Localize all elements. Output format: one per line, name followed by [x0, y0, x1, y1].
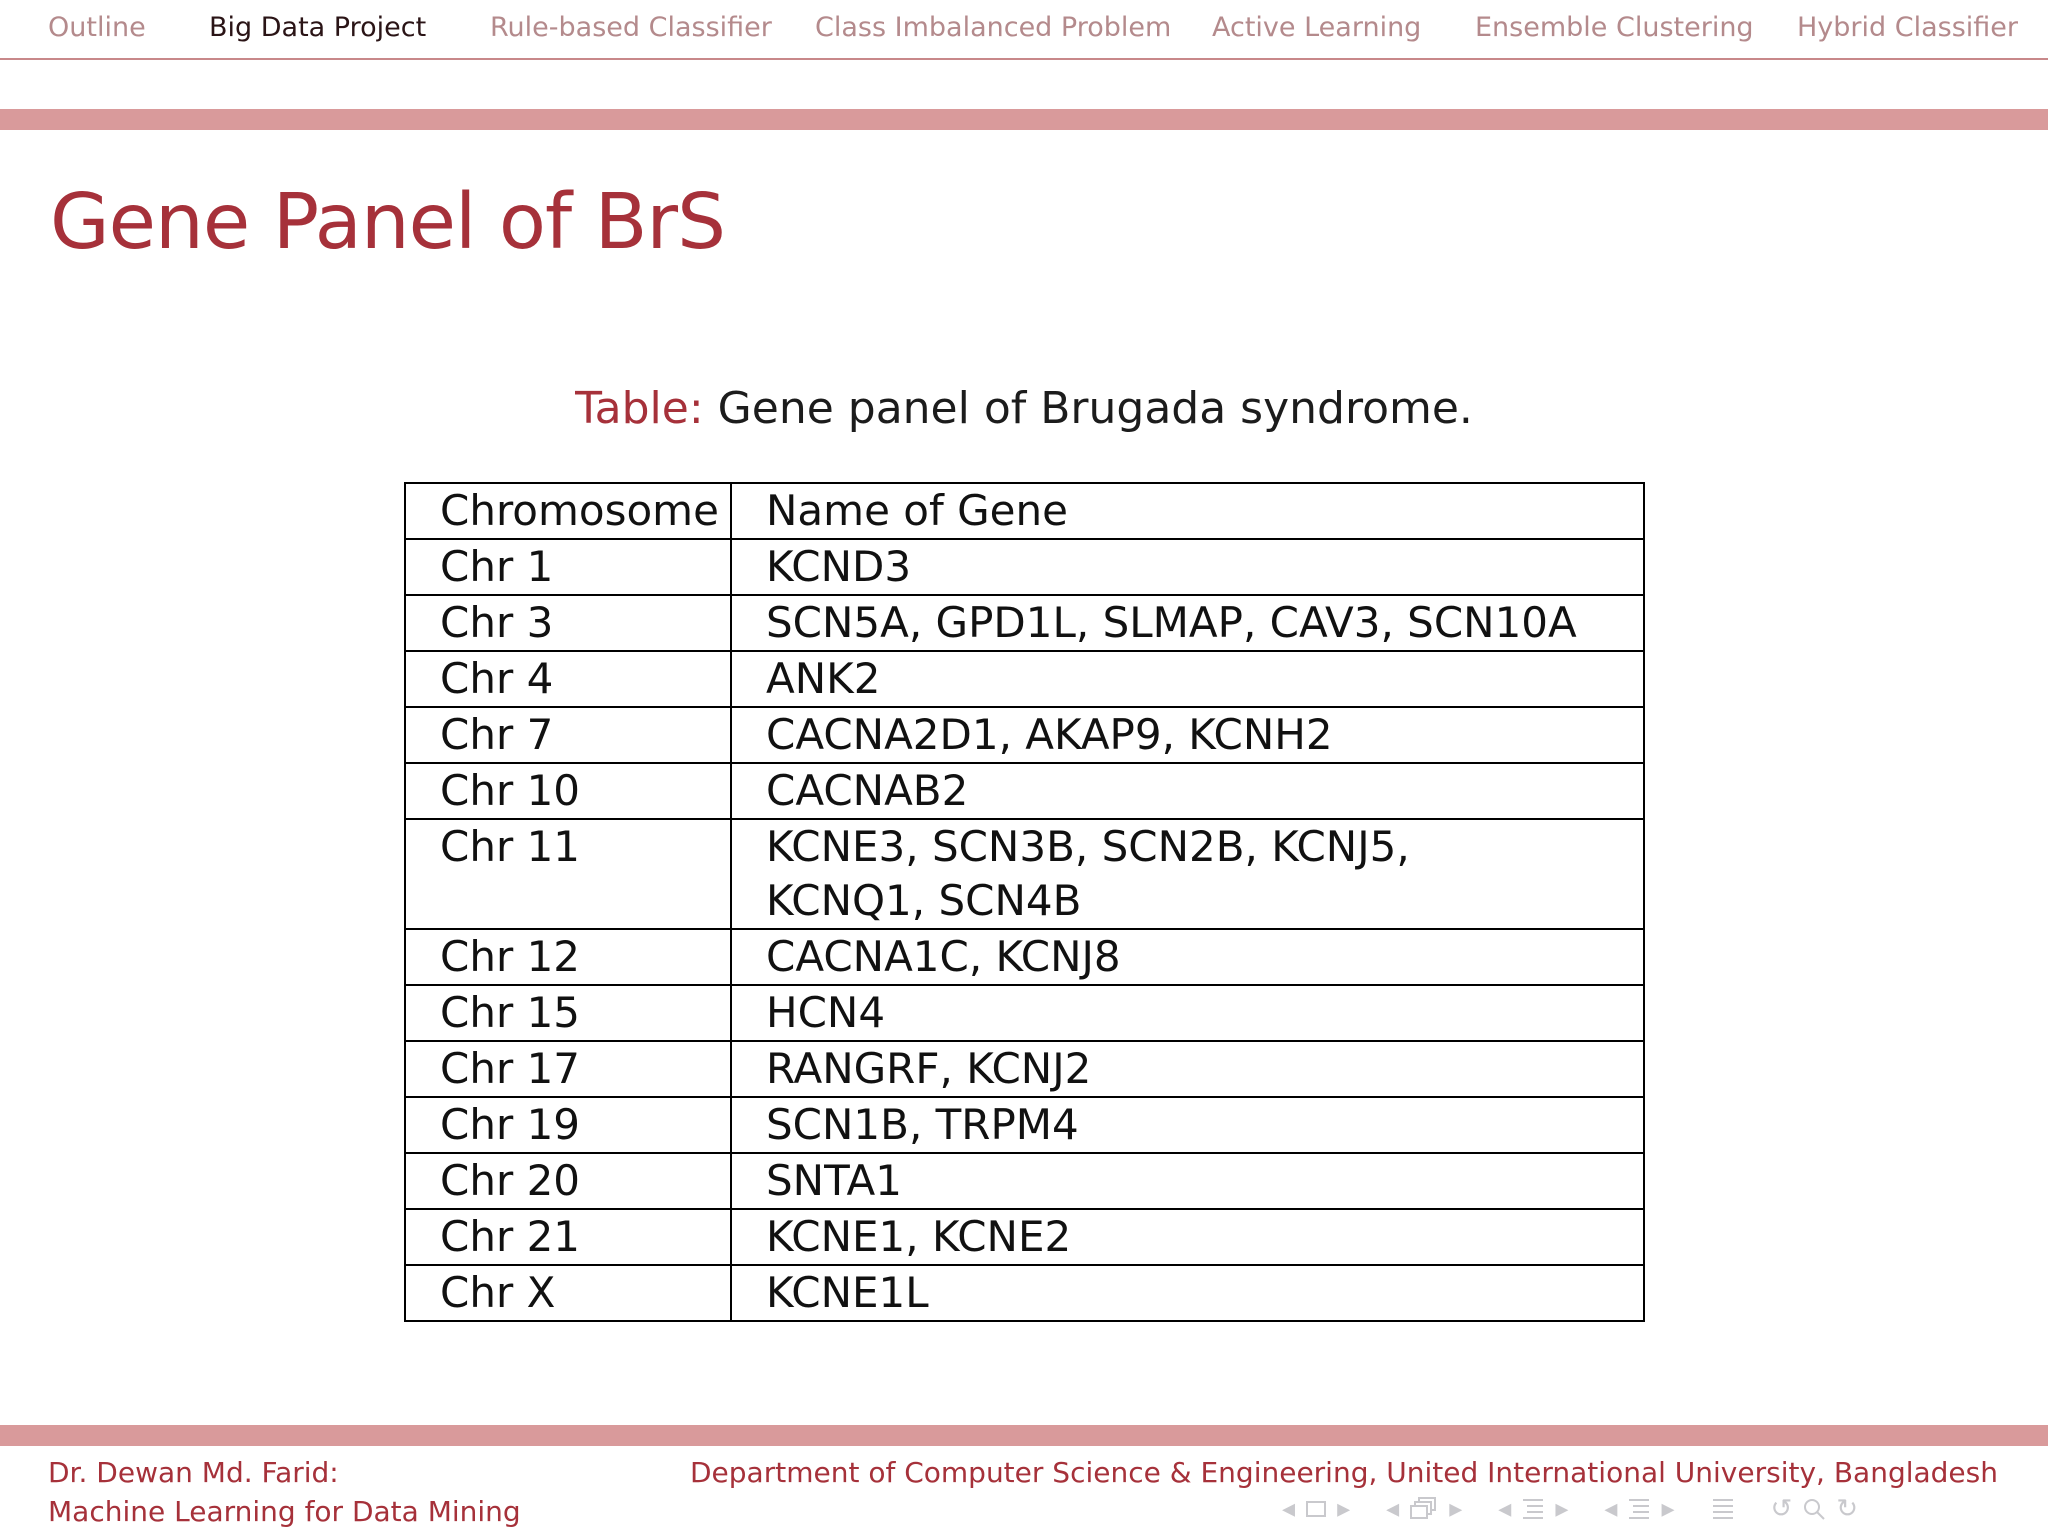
- chromosome-cell: Chr 10: [405, 763, 731, 819]
- gene-cell: KCNE1L: [731, 1265, 1644, 1321]
- chromosome-cell: Chr X: [405, 1265, 731, 1321]
- chromosome-cell: Chr 12: [405, 929, 731, 985]
- section-next-icon[interactable]: ▸: [1555, 1494, 1569, 1524]
- footer-institution: Department of Computer Science & Engineering, United International University, Bangladesh: [689, 1456, 1998, 1489]
- table-row: [405, 1041, 1644, 1097]
- subsection-next-icon[interactable]: ▸: [1449, 1494, 1463, 1524]
- gene-cell: CACNAB2: [731, 763, 1644, 819]
- caption-label: Table:: [575, 383, 704, 434]
- table-row: [405, 763, 1644, 819]
- chromosome-cell: Chr 15: [405, 985, 731, 1041]
- chromosome-cell: Chr 19: [405, 1097, 731, 1153]
- table-row: [405, 1209, 1644, 1265]
- header-gene-name: Name of Gene: [731, 483, 1644, 539]
- section-prev-icon[interactable]: ◂: [1498, 1494, 1512, 1524]
- gene-cell: [731, 819, 1644, 929]
- table-row: [405, 1265, 1644, 1321]
- section-icon[interactable]: [1521, 1496, 1545, 1522]
- back-icon[interactable]: ↺: [1770, 1494, 1793, 1524]
- subsection-prev-icon[interactable]: ◂: [1386, 1494, 1400, 1524]
- gene-cell: SCN1B, TRPM4: [731, 1097, 1644, 1153]
- footer-course: Machine Learning for Data Mining: [48, 1495, 521, 1528]
- table-row: [405, 1153, 1644, 1209]
- gene-cell-line: KCNQ1, SCN4B: [766, 876, 1082, 925]
- section-navigation: [0, 0, 2048, 60]
- chromosome-cell: Chr 1: [405, 539, 731, 595]
- chromosome-cell: Chr 20: [405, 1153, 731, 1209]
- nav-item-hybrid-classifier[interactable]: Hybrid Classifier: [1797, 12, 2018, 43]
- gene-panel-table: [404, 482, 1645, 1322]
- gene-cell: KCNE1, KCNE2: [731, 1209, 1644, 1265]
- frame-icon[interactable]: [1305, 1500, 1327, 1518]
- gene-cell-line: KCNE3, SCN3B, SCN2B, KCNJ5,: [766, 822, 1410, 871]
- frame-prev-icon[interactable]: ◂: [1282, 1494, 1296, 1524]
- subsection-next-icon[interactable]: ▸: [1661, 1494, 1675, 1524]
- subsection-icon[interactable]: [1409, 1496, 1439, 1522]
- table-caption: [0, 383, 2048, 434]
- subsection-icon[interactable]: [1627, 1496, 1651, 1522]
- beamer-navigation-symbols: [1282, 1492, 1894, 1526]
- table-row: [405, 1097, 1644, 1153]
- nav-item-active-learning[interactable]: Active Learning: [1212, 12, 1422, 43]
- frame-next-icon[interactable]: ▸: [1337, 1494, 1351, 1524]
- table-row: [405, 539, 1644, 595]
- table-row: [405, 651, 1644, 707]
- chromosome-cell: Chr 11: [405, 819, 731, 929]
- nav-item-rule-based-classifier[interactable]: Rule-based Classifier: [490, 12, 772, 43]
- frame-title: Gene Panel of BrS: [50, 178, 725, 267]
- table-row: [405, 929, 1644, 985]
- chromosome-cell: Chr 3: [405, 595, 731, 651]
- caption-text: Gene panel of Brugada syndrome.: [717, 383, 1473, 434]
- gene-cell: HCN4: [731, 985, 1644, 1041]
- chromosome-cell: Chr 4: [405, 651, 731, 707]
- gene-cell: CACNA1C, KCNJ8: [731, 929, 1644, 985]
- gene-cell: SNTA1: [731, 1153, 1644, 1209]
- table-row: [405, 985, 1644, 1041]
- nav-item-class-imbalanced-problem[interactable]: Class Imbalanced Problem: [815, 12, 1172, 43]
- chromosome-cell: Chr 21: [405, 1209, 731, 1265]
- gene-cell: CACNA2D1, AKAP9, KCNH2: [731, 707, 1644, 763]
- header-band: [0, 109, 2048, 130]
- table-row: [405, 707, 1644, 763]
- search-icon[interactable]: [1802, 1497, 1826, 1521]
- footer-band: [0, 1425, 2048, 1446]
- table-header-row: [405, 483, 1644, 539]
- gene-cell: RANGRF, KCNJ2: [731, 1041, 1644, 1097]
- toc-icon[interactable]: [1711, 1496, 1735, 1522]
- nav-item-big-data-project[interactable]: Big Data Project: [209, 12, 427, 43]
- nav-item-ensemble-clustering[interactable]: Ensemble Clustering: [1475, 12, 1754, 43]
- gene-cell: ANK2: [731, 651, 1644, 707]
- header-chromosome: Chromosome: [405, 483, 731, 539]
- footer-author: Dr. Dewan Md. Farid:: [48, 1456, 339, 1489]
- table-row: [405, 595, 1644, 651]
- gene-cell: SCN5A, GPD1L, SLMAP, CAV3, SCN10A: [731, 595, 1644, 651]
- nav-item-outline[interactable]: Outline: [48, 12, 146, 43]
- gene-cell: KCND3: [731, 539, 1644, 595]
- table-row: [405, 819, 1644, 929]
- forward-icon[interactable]: ↻: [1836, 1494, 1859, 1524]
- subsection-prev-icon[interactable]: ◂: [1604, 1494, 1618, 1524]
- chromosome-cell: Chr 17: [405, 1041, 731, 1097]
- chromosome-cell: Chr 7: [405, 707, 731, 763]
